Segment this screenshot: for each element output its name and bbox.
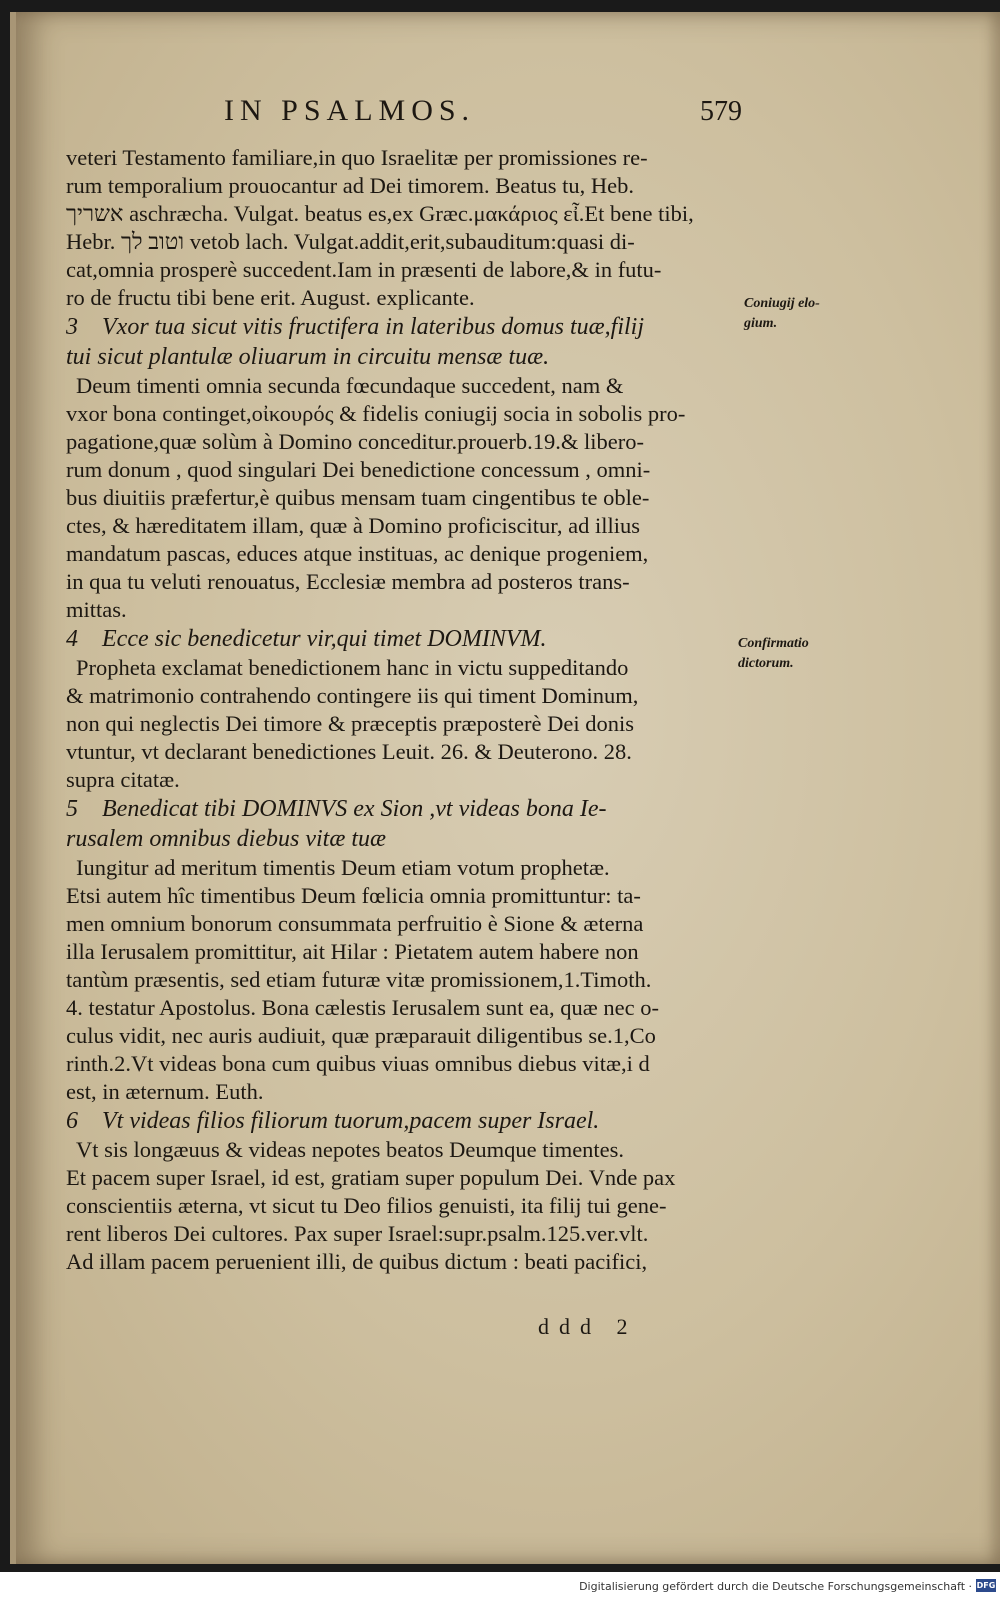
text-line: אשריך aschræcha. Vulgat. beatus es,ex Græc.μακάριος εἶ.Et bene tibi, xyxy=(66,201,694,226)
text-line: est, in æternum. Euth. xyxy=(66,1079,264,1104)
text-line: veteri Testamento familiare,in quo Israelitæ per promissiones re- xyxy=(66,145,648,170)
text-line: conscientiis æterna, vt sicut tu Deo filios genuisti, ita filij tui gene- xyxy=(66,1193,667,1218)
text-line: Hebr. וטוב לך vetob lach. Vulgat.addit,erit,subauditum:quasi di- xyxy=(66,229,635,254)
text-line: cat,omnia prosperè succedent.Iam in præsenti de labore,& in futu- xyxy=(66,257,662,282)
text-line: ctes, & hæreditatem illam, quæ à Domino proficiscitur, ad illius xyxy=(66,513,640,538)
text-line: vxor bona continget,οἰκουρός & fidelis coniugij socia in sobolis pro- xyxy=(66,401,686,426)
body-text xyxy=(66,144,766,1276)
text-line: Ad illam pacem peruenient illi, de quibus dictum : beati pacifici, xyxy=(66,1249,648,1274)
text-line: tantùm præsentis, sed etiam futuræ vitæ promissionem,1.Timoth. xyxy=(66,967,652,992)
verse-heading xyxy=(66,794,766,824)
text-line: vtuntur, vt declarant benedictiones Leuit. 26. & Deuterono. 28. xyxy=(66,739,632,764)
verse-text: Vxor tua sicut vitis fructifera in lateribus domus tuæ,filij xyxy=(102,314,644,340)
book-page xyxy=(10,12,1000,1564)
text-line: bus diuitiis præfertur,è quibus mensam tuam cingentibus te oble- xyxy=(66,485,650,510)
text-line: Etsi autem hîc timentibus Deum fœlicia omnia promittuntur: ta- xyxy=(66,883,641,908)
verse-text: Vt videas filios filiorum tuorum,pacem super Israel. xyxy=(102,1108,600,1134)
text-line: Vt sis longæuus & videas nepotes beatos Deumque timentes. xyxy=(76,1137,625,1162)
margin-note-line: Confirmatio xyxy=(738,636,809,651)
verse-number: 5 xyxy=(66,796,78,822)
verse-text: Ecce sic benedicetur vir,qui timet DOMINVM. xyxy=(102,626,547,652)
margin-note-coniugij xyxy=(744,294,854,334)
verse-heading xyxy=(66,312,766,342)
text-line: ro de fructu tibi bene erit. August. explicante. xyxy=(66,285,475,310)
text-line: Et pacem super Israel, id est, gratiam super populum Dei. Vnde pax xyxy=(66,1165,676,1190)
text-line: non qui neglectis Dei timore & præceptis præposterè Dei donis xyxy=(66,711,635,736)
text-line: rum temporalium prouocantur ad Dei timorem. Beatus tu, Heb. xyxy=(66,173,634,198)
verse-number: 3 xyxy=(66,314,78,340)
margin-note-line: dictorum. xyxy=(738,656,794,671)
text-line: 4. testatur Apostolus. Bona cælestis Ierusalem sunt ea, quæ nec o- xyxy=(66,995,660,1020)
footer-credit: Digitalisierung gefördert durch die Deutsche Forschungsgemeinschaft · xyxy=(579,1580,972,1593)
running-head xyxy=(16,94,1000,134)
verse-heading xyxy=(66,1106,766,1136)
running-title: IN PSALMOS. xyxy=(224,94,476,127)
text-line: pagatione,quæ solùm à Domino conceditur.prouerb.19.& libero- xyxy=(66,429,645,454)
margin-note-line: Coniugij elo- xyxy=(744,296,820,311)
text-line: supra citatæ. xyxy=(66,767,180,792)
text-line: mittas. xyxy=(66,597,127,622)
text-line: illa Ierusalem promittitur, ait Hilar : Pietatem autem habere non xyxy=(66,939,639,964)
margin-note-confirmatio xyxy=(738,634,848,674)
verse-text: Benedicat tibi DOMINVS ex Sion ,vt videas bona Ie- xyxy=(102,796,607,822)
verse-continuation: rusalem omnibus diebus vitæ tuæ xyxy=(66,826,387,852)
text-line: & matrimonio contrahendo contingere iis qui timent Dominum, xyxy=(66,683,639,708)
text-line: in qua tu veluti renouatus, Ecclesiæ membra ad posteros trans- xyxy=(66,569,630,594)
text-line: Deum timenti omnia secunda fœcundaque succedent, nam & xyxy=(76,373,624,398)
text-line: men omnium bonorum consummata perfruitio è Sione & æterna xyxy=(66,911,644,936)
text-line: culus vidit, nec auris audiuit, quæ præparauit diligentibus se.1,Co xyxy=(66,1023,656,1048)
text-line: mandatum pascas, educes atque instituas, ac denique progeniem, xyxy=(66,541,649,566)
verse-heading xyxy=(66,624,766,654)
text-line: rinth.2.Vt videas bona cum quibus viuas omnibus diebus vitæ,i d xyxy=(66,1051,650,1076)
verse-number: 4 xyxy=(66,626,78,652)
text-line: Iungitur ad meritum timentis Deum etiam votum prophetæ. xyxy=(76,855,610,880)
dfg-logo: DFG xyxy=(976,1581,996,1590)
margin-note-line: gium. xyxy=(744,316,778,331)
verse-continuation: tui sicut plantulæ oliuarum in circuitu mensæ tuæ. xyxy=(66,344,550,370)
signature-mark: ddd 2 xyxy=(538,1314,638,1339)
page-number: 579 xyxy=(700,96,742,127)
footer-bar xyxy=(0,1572,1000,1601)
text-line: Propheta exclamat benedictionem hanc in victu suppeditando xyxy=(76,655,629,680)
verse-number: 6 xyxy=(66,1108,78,1134)
text-line: rent liberos Dei cultores. Pax super Israel:supr.psalm.125.ver.vlt. xyxy=(66,1221,649,1246)
text-line: rum donum , quod singulari Dei benedictione concessum , omni- xyxy=(66,457,651,482)
